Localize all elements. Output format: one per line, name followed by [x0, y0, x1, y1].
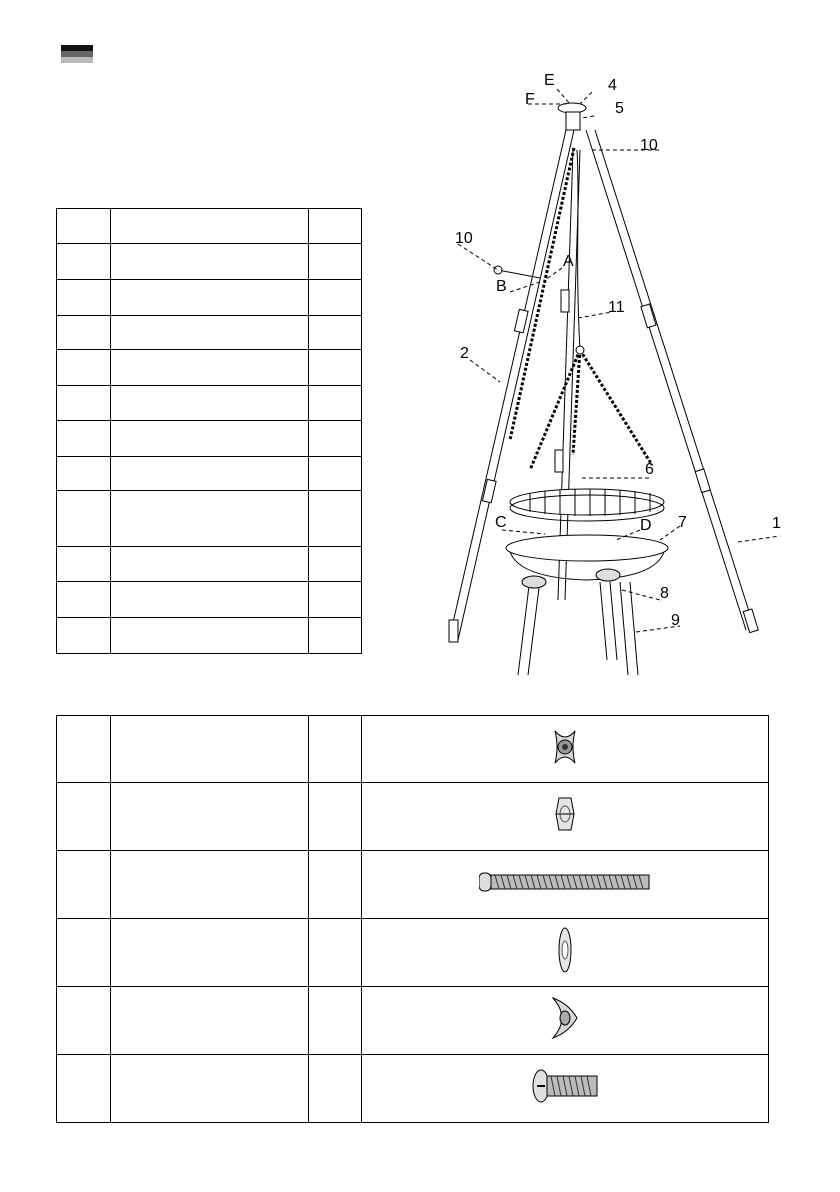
label-9: 9: [671, 612, 680, 629]
label-B: B: [496, 278, 507, 295]
hex-nut-icon: [555, 794, 575, 834]
label-A: A: [563, 253, 574, 270]
language-flag-icon: [61, 45, 93, 63]
label-10-left: 10: [455, 230, 473, 247]
table-row: [57, 209, 362, 244]
table-row: [57, 919, 769, 987]
label-1: 1: [772, 515, 781, 532]
table-row: [57, 280, 362, 316]
label-8: 8: [660, 585, 669, 602]
washer-icon: [558, 926, 572, 974]
hardware-table: [56, 715, 769, 1123]
label-5: 5: [615, 100, 624, 117]
label-6: 6: [645, 461, 654, 478]
table-row: [57, 851, 769, 919]
table-row: [57, 582, 362, 618]
label-7: 7: [678, 514, 687, 531]
table-row: [57, 1055, 769, 1123]
long-bolt-icon: [479, 869, 651, 895]
table-row: [57, 987, 769, 1055]
label-F: F: [525, 91, 535, 108]
table-row: [57, 716, 769, 783]
label-D: D: [640, 517, 652, 534]
label-10-top: 10: [640, 137, 658, 154]
label-2: 2: [460, 345, 469, 362]
tripod-grill-diagram: [440, 60, 840, 700]
table-row: [57, 491, 362, 547]
table-row: [57, 618, 362, 654]
wing-nut-side-icon: [549, 992, 581, 1044]
short-bolt-icon: [531, 1066, 599, 1106]
table-row: [57, 386, 362, 421]
label-E: E: [544, 72, 555, 89]
table-row: [57, 457, 362, 491]
label-4: 4: [608, 77, 617, 94]
table-row: [57, 316, 362, 350]
table-row: [57, 244, 362, 280]
wing-nut-icon: [549, 723, 581, 771]
table-row: [57, 421, 362, 457]
parts-list-table: [56, 208, 362, 654]
label-11: 11: [608, 299, 625, 316]
table-row: [57, 547, 362, 582]
table-row: [57, 783, 769, 851]
label-C: C: [495, 514, 507, 531]
table-row: [57, 350, 362, 386]
